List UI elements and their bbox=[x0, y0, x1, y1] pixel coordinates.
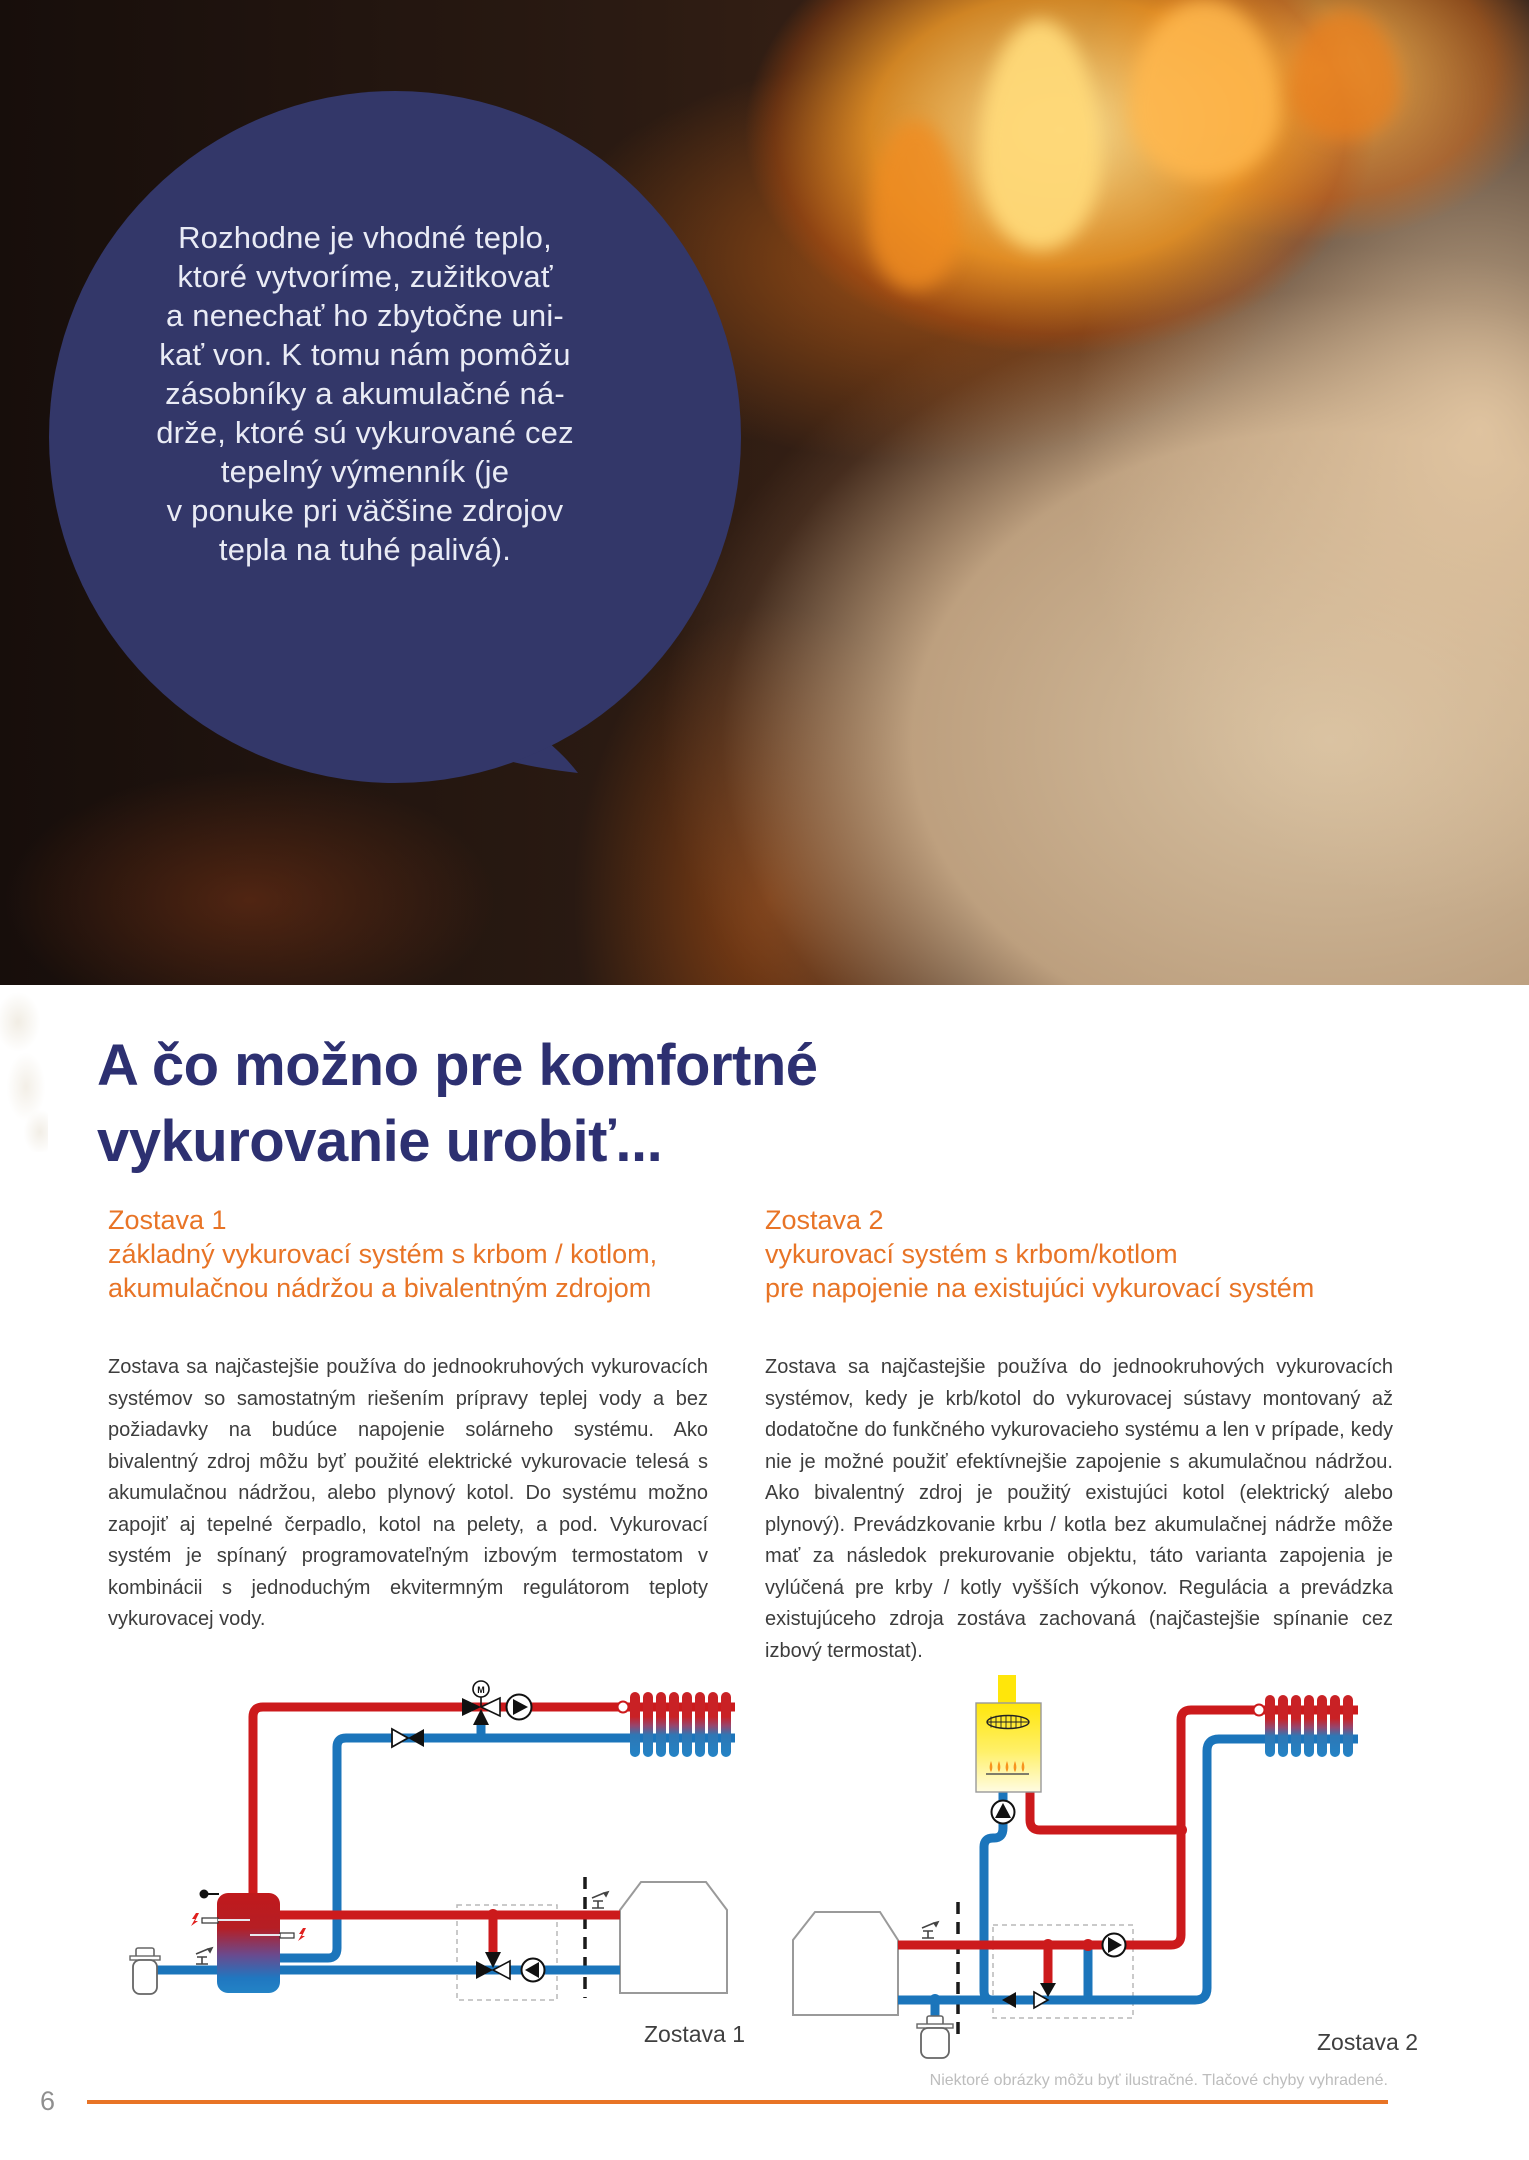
page-number: 6 bbox=[40, 2086, 56, 2116]
check-valve bbox=[392, 1729, 424, 1747]
column1-body: Zostava sa najčastejšie používa do jednookruhových vykurovacích systémov so samostatným riešením prípravy teplej vody a bez požiadavky na budúce napojenie solárneho systému. Ako bivalentný zdroj môžu byť použité elektrické vykurovacie telesá s akumulačnou nádržou, alebo plynový kotol. Do systému možno zapojiť aj tepelné čerpadlo, kotol na pelety, a pod. Vykurovací systém je spínaný programovateľným izbovým termostatom v kombinácii s jednoduchým ekvitermným regulátorom teploty vykurovacej vody. bbox=[108, 1356, 708, 1630]
pipe-junction bbox=[929, 1994, 941, 2006]
blue-return-pipes bbox=[898, 1739, 1358, 2030]
diagram-zostava-2 bbox=[570, 1660, 1440, 2060]
expansion-vessel bbox=[917, 2016, 953, 2058]
svg-text:M: M bbox=[477, 1685, 485, 1695]
lightning-icon bbox=[191, 1913, 199, 1926]
boiler-flue bbox=[998, 1675, 1016, 1705]
gas-boiler bbox=[976, 1675, 1041, 1792]
page-edge-watermark bbox=[0, 992, 48, 1152]
pipe-junction bbox=[487, 1909, 499, 1921]
speech-bubble-text: Rozhodne je vhodné teplo, ktoré vytvoríme, zužitkovať a nenechať ho zbytočne uni- kať von. K tomu nám pomôžu zásobníky a akumulačné ná- drže, ktoré sú vykurované cez tepelný výmenník (je v ponuke pri väčšine zdrojov tepla na tuhé palivá). bbox=[156, 220, 574, 567]
flame-shape bbox=[870, 120, 960, 290]
mixing-unit bbox=[476, 1952, 545, 1982]
three-way-mixing-valve bbox=[462, 1681, 500, 1725]
accumulator-tank bbox=[217, 1893, 280, 1993]
electric-heating-element bbox=[280, 1933, 294, 1938]
flame-shape bbox=[1290, 10, 1400, 140]
column2-kicker: Zostava 2 bbox=[765, 1205, 884, 1235]
safety-valve-icon bbox=[922, 1922, 938, 1938]
flame-shape bbox=[980, 20, 1100, 250]
column2-subtitle: vykurovací systém s krbom/kotlom pre napojenie na existujúci vykurovací systém bbox=[765, 1239, 1315, 1303]
expansion-vessel bbox=[130, 1948, 160, 1994]
column1-subtitle: základný vykurovací systém s krbom / kotlom, akumulačnou nádržou a bivalentným zdrojom bbox=[108, 1239, 658, 1303]
flame-shape bbox=[1130, 0, 1280, 180]
red-supply-pipes bbox=[898, 1710, 1358, 1986]
disclaimer-text: Niektoré obrázky môžu byť ilustračné. Tlačové chyby vyhradené. bbox=[929, 2072, 1388, 2089]
house-outline bbox=[793, 1912, 898, 2015]
page-title: A čo možno pre komfortné vykurovanie urobiť... bbox=[97, 1033, 818, 1174]
column2-subheading bbox=[765, 1203, 1405, 1305]
boiler-pump bbox=[992, 1801, 1015, 1824]
pipe-junction bbox=[1082, 1939, 1094, 1951]
pipe-junction bbox=[1042, 1939, 1054, 1951]
circulation-pump bbox=[507, 1695, 532, 1720]
safety-valve-icon bbox=[196, 1948, 212, 1964]
circulation-pump bbox=[1103, 1934, 1126, 1957]
column1-subheading bbox=[108, 1203, 728, 1305]
three-way-valve bbox=[1040, 1983, 1056, 1997]
diagram1-caption: Zostava 1 bbox=[644, 2021, 745, 2047]
diagram2-caption: Zostava 2 bbox=[1317, 2029, 1418, 2055]
radiator bbox=[1254, 1695, 1354, 1757]
pipe-junction bbox=[1175, 1824, 1187, 1836]
electric-heating-element bbox=[202, 1918, 218, 1923]
footer-orange-rule bbox=[87, 2100, 1388, 2104]
column1-kicker: Zostava 1 bbox=[108, 1205, 227, 1235]
column2-body: Zostava sa najčastejšie používa do jednookruhových vykurovacích systémov, kedy je krb/kotol do vykurovacej sústavy montovaný až dodatočne do funkčného vykurovacieho systému a len v prípade, kedy nie je možné použiť efektívnejšie zapojenie s akumulačnou nádržou. Ako bivalentný zdroj je použitý existujúci kotol (elektrický alebo plynový). Prevádzkovanie krbu / kotla bez akumulačnej nádrže môže mať za následok prekurovanie objektu, táto varianta zapojenia je vylúčená pre krby / kotly vyšších výkonov. Regulácia a prevádzka existujúceho zdroja zostáva zachovaná (najčastejšie spínanie cez izbový termostat). bbox=[765, 1356, 1393, 1662]
lightning-icon bbox=[298, 1928, 306, 1941]
